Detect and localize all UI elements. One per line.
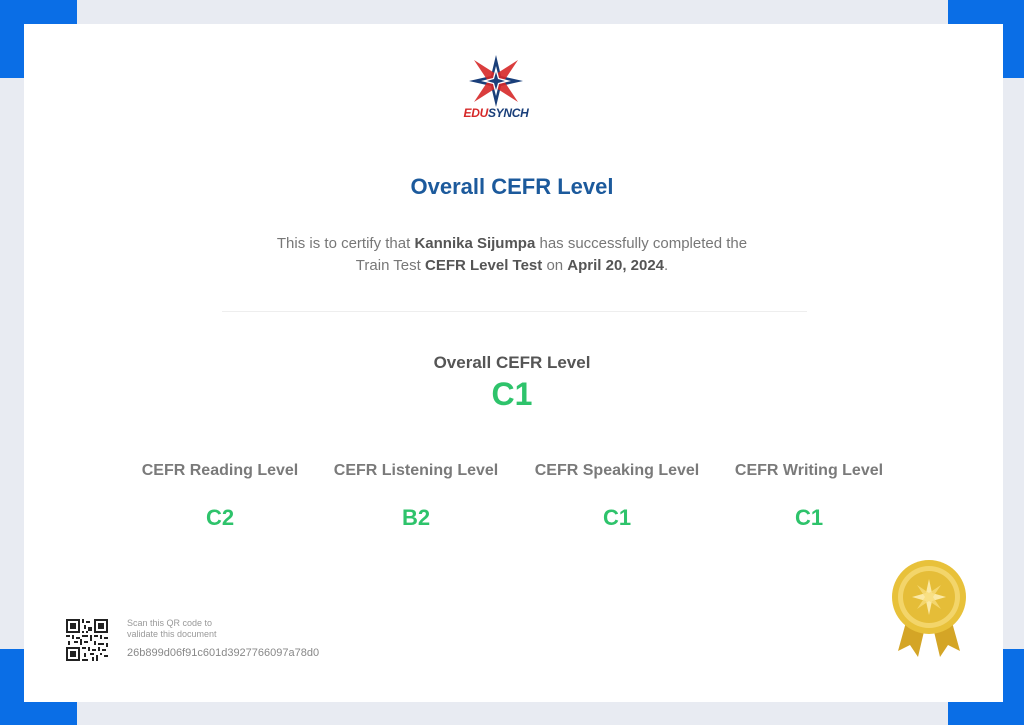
- speaking-level-value: C1: [602, 505, 632, 530]
- brand-name: [460, 106, 532, 120]
- edusynch-logo-icon: [466, 52, 526, 110]
- brand-part-edu: EDU: [463, 106, 488, 120]
- writing-level-label: CEFR Writing Level: [734, 462, 884, 479]
- reading-level: [120, 462, 320, 531]
- test-name: CEFR Level Test: [425, 257, 543, 274]
- listening-level-label: CEFR Listening Level: [333, 462, 499, 479]
- cert-end: .: [664, 257, 669, 274]
- certificate-title: Overall CEFR Level: [410, 174, 614, 199]
- reading-level-value: C2: [205, 505, 235, 530]
- brand-logo: [460, 52, 532, 142]
- cert-middle: has successfully completed the: [539, 235, 748, 252]
- overall-level-label: Overall CEFR Level: [433, 353, 591, 372]
- overall-level-value: C1: [491, 376, 533, 412]
- cert-on: on: [546, 257, 564, 274]
- cert-line2-prefix: Train Test: [355, 257, 421, 274]
- brand-part-synch: SYNCH: [487, 106, 529, 120]
- document-hash: 26b899d06f91c601d3927766097a78d0: [127, 647, 320, 659]
- divider: [222, 311, 807, 312]
- writing-level-value: C1: [794, 505, 824, 530]
- speaking-level: [517, 462, 717, 531]
- reading-level-label: CEFR Reading Level: [141, 462, 299, 479]
- qr-code-icon: [66, 619, 108, 661]
- qr-caption-line2: validate this document: [127, 629, 217, 639]
- cert-prefix: This is to certify that: [276, 235, 411, 252]
- gold-seal-icon: [886, 557, 972, 661]
- writing-level: [709, 462, 909, 531]
- certification-text: [0, 233, 1024, 277]
- speaking-level-label: CEFR Speaking Level: [534, 462, 700, 479]
- qr-caption-line1: Scan this QR code to: [127, 618, 213, 628]
- listening-level-value: B2: [401, 505, 431, 530]
- qr-caption: [127, 618, 217, 640]
- recipient-name: Kannika Sijumpa: [414, 235, 536, 252]
- listening-level: [316, 462, 516, 531]
- completion-date: April 20, 2024: [567, 257, 665, 274]
